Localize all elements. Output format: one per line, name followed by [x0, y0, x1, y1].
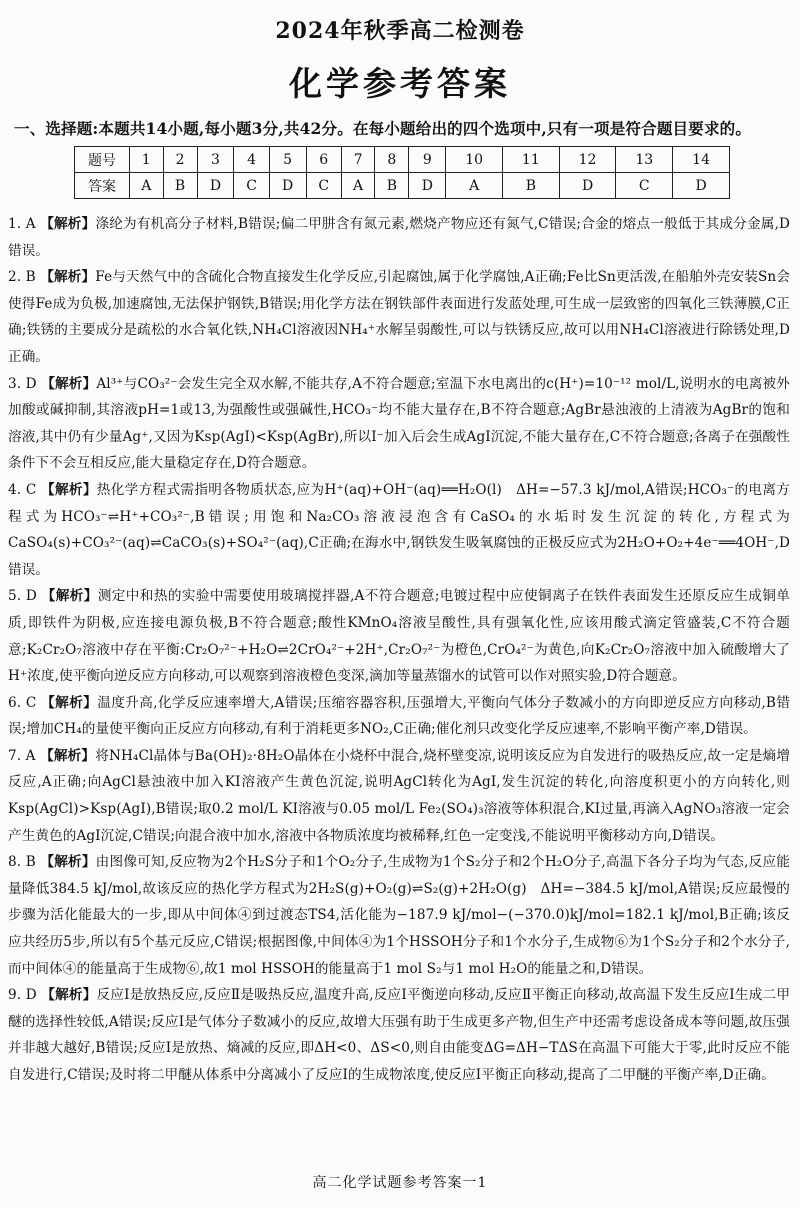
question-number-row [75, 147, 730, 173]
item-answer: 9. D [8, 987, 37, 1004]
explanation-item-7 [8, 743, 790, 849]
exam-title: 2024年秋季高二检测卷 [275, 18, 525, 44]
item-text: Fe与天然气中的含硫化合物直接发生化学反应,引起腐蚀,属于化学腐蚀,A正确;Fe比Sn更活泼,在船舶外壳安装Sn会使得Fe成为负极,加速腐蚀,无法保护钢铁,B错误;用化学方法在钢铁部件表面进行发蓝处理,可生成一层致密的四氧化三铁薄膜,C正确;铁锈的主要成分是疏松的水合氧化铁,NH₄Cl溶液因NH₄⁺水解呈弱酸性,可以与铁锈反应,故可以用NH₄Cl溶液进行除锈处理,D正确。 [8, 269, 791, 365]
item-answer: 5. D [8, 588, 37, 605]
item-text: 热化学方程式需指明各物质状态,应为H⁺(aq)+OH⁻(aq)══H₂O(l) ΔH=−57.3 kJ/mol,A错误;HCO₃⁻的电离方程式为HCO₃⁻⇌H⁺+CO₃²⁻,B错误;用饱和Na₂CO₃溶液浸泡含有CaSO₄的水垢时发生沉淀的转化,方程式为CaSO₄(s)+CO₃²⁻(aq)⇌CaCO₃(s)+SO₄²⁻(aq),C正确;在海水中,钢铁发生吸氧腐蚀的正极反应式为2H₂O+O₂+4e⁻══4OH⁻,D错误。 [8, 481, 790, 578]
question-number: 13 [616, 147, 673, 173]
analysis-tag: 【解析】 [40, 216, 96, 232]
analysis-tag: 【解析】 [40, 269, 96, 286]
answer-cell: B [163, 173, 197, 199]
explanation-item-1 [8, 211, 790, 264]
analysis-tag: 【解析】 [41, 987, 97, 1004]
page-footer: 高二化学试题参考答案一1 [312, 1175, 488, 1191]
question-number: 12 [559, 147, 616, 173]
analysis-tag: 【解析】 [41, 588, 98, 605]
question-number: 14 [673, 147, 730, 173]
answer-cell: D [559, 173, 616, 199]
answer-cell: B [502, 173, 559, 199]
item-answer: 4. C [8, 481, 37, 498]
answer-cell: B [375, 173, 409, 199]
page-title: 化学参考答案 [289, 64, 511, 103]
answer-row [75, 173, 730, 199]
item-text: 将NH₄Cl晶体与Ba(OH)₂·8H₂O晶体在小烧杯中混合,烧杯壁变凉,说明该反应为自发进行的吸热反应,故一定是熵增反应,A正确;向AgCl悬浊液中加入KI溶液产生黄色沉淀,说明AgCl转化为AgI,发生沉淀的转化,向溶度积更小的方向转化,则Ksp(AgCl)>Ksp(AgI),B错误;取0.2 mol/L KI溶液与0.05 mol/L Fe₂(SO₄)₃溶液等体积混合,KI过量,再滴入AgNO₃溶液一定会产生黄色的AgI沉淀,C错误;向混合液中加水,溶液中各物质浓度均被稀释,红色一定变浅,不能说明平衡移动方向,D错误。 [8, 747, 791, 844]
question-number: 11 [502, 147, 559, 173]
answer-cell: D [269, 173, 306, 199]
item-text: 由图像可知,反应物为2个H₂S分子和1个O₂分子,生成物为1个S₂分子和2个H₂O分子,高温下各分子均为气态,反应能量降低384.5 kJ/mol,故该反应的热化学方程式为2H₂S(g)+O₂(g)⇌S₂(g)+2H₂O(g) ΔH=−384.5 kJ/mol,A错误;反应最慢的步骤为活化能最大的一步,即从中间体④到过渡态TS4,活化能为−187.9 kJ/mol−(−370.0)kJ/mol=182.1 kJ/mol,B正确;该反应共经历5步,所以有5个基元反应,C错误;根据图像,中间体④为1个HSSOH分子和1个水分子,生成物⑥为1个S₂分子和2个水分子,而中间体④的能量高于生成物⑥,故1 mol HSSOH的能量高于1 mol S₂与1 mol H₂O的能量之和,D错误。 [8, 854, 791, 977]
item-text: 涤纶为有机高分子材料,B错误;偏二甲肼含有氮元素,燃烧产物应还有氮气,C错误;合金的熔点一般低于其成分金属,D错误。 [8, 216, 791, 259]
question-number: 3 [197, 147, 234, 173]
explanation-item-3 [8, 371, 790, 477]
item-text: 温度升高,化学反应速率增大,A错误;压缩容器容积,压强增大,平衡向气体分子数减小的方向即逆反应方向移动,B错误;增加CH₄的量使平衡向正反应方向移动,有利于消耗更多NO₂,C正确;催化剂只改变化学反应速率,不影响平衡产率,D错误。 [8, 694, 791, 738]
explanation-item-2 [8, 264, 790, 370]
item-answer: 7. A [8, 747, 36, 764]
row-label-answer: 答案 [75, 173, 130, 199]
section-heading: 一、选择题:本题共14小题,每小题3分,共42分。在每小题给出的四个选项中,只有一项是符合题目要求的。 [14, 119, 752, 138]
item-text: 测定中和热的实验中需要使用玻璃搅拌器,A不符合题意;电镀过程中应使铜离子在铁件表面发生还原反应生成铜单质,即铁件为阴极,应连接电源负极,B不符合题意;酸性KMnO₄溶液呈酸性,具有强氧化性,应该用酸式滴定管盛装,C不符合题意;K₂Cr₂O₇溶液中存在平衡:Cr₂O₇²⁻+H₂O⇌2CrO₄²⁻+2H⁺,Cr₂O₇²⁻为橙色,CrO₄²⁻为黄色,向K₂Cr₂O₇溶液中加入硫酸增大了H⁺浓度,使平衡向逆反应方向移动,可以观察到溶液橙色变深,滴加等量蒸馏水的试管可以作对照实验,D符合题意。 [8, 588, 790, 685]
answer-cell: C [616, 173, 673, 199]
question-number: 2 [163, 147, 197, 173]
analysis-tag: 【解析】 [41, 481, 97, 498]
answer-cell: C [234, 173, 269, 199]
item-text: Al³⁺与CO₃²⁻会发生完全双水解,不能共存,A不符合题意;室温下水电离出的c(H⁺)=10⁻¹² mol/L,说明水的电离被外加酸或碱抑制,其溶液pH=1或13,为强酸性或强碱性,HCO₃⁻均不能大量存在,B不符合题意;AgBr悬浊液的上清液为AgBr的饱和溶液,其中仍有少量Ag⁺,又因为Ksp(AgI)<Ksp(AgBr),所以I⁻加入后会生成AgI沉淀,不能大量存在,C不符合题意;各离子在强酸性条件下不会互相反应,能大量稳定存在,D符合题意。 [8, 375, 790, 472]
analysis-tag: 【解析】 [41, 694, 98, 711]
explanation-item-8 [8, 849, 790, 982]
analysis-tag: 【解析】 [41, 375, 97, 392]
item-answer: 3. D [8, 375, 37, 392]
explanation-item-4 [8, 477, 790, 583]
row-label-number: 题号 [75, 147, 130, 173]
item-answer: 8. B [8, 854, 36, 871]
explanation-item-5 [8, 583, 790, 689]
analysis-tag: 【解析】 [40, 747, 96, 764]
question-number: 7 [341, 147, 375, 173]
item-answer: 6. C [8, 694, 37, 711]
item-answer: 1. A [8, 216, 36, 232]
item-answer: 2. B [8, 269, 36, 286]
question-number: 1 [130, 147, 164, 173]
answer-cell: A [130, 173, 164, 199]
answer-table [74, 146, 730, 199]
question-number: 9 [409, 147, 446, 173]
analysis-tag: 【解析】 [40, 854, 96, 871]
explanation-item-6 [8, 690, 790, 743]
question-number: 4 [234, 147, 269, 173]
question-number: 8 [375, 147, 409, 173]
answer-cell: D [409, 173, 446, 199]
answer-cell: A [446, 173, 503, 199]
item-text: 反应Ⅰ是放热反应,反应Ⅱ是吸热反应,温度升高,反应Ⅰ平衡逆向移动,反应Ⅱ平衡正向移动,故高温下发生反应Ⅰ生成二甲醚的选择性较低,A错误;反应Ⅰ是气体分子数减小的反应,故增大压强有助于生成更多产物,但生产中还需考虑设备成本等问题,故压强并非越大越好,B错误;反应Ⅰ是放热、熵减的反应,即ΔH<0、ΔS<0,则自由能变ΔG=ΔH−TΔS在高温下可能大于零,此时反应不能自发进行,C错误;及时将二甲醚从体系中分离减小了反应Ⅰ的生成物浓度,使反应Ⅰ平衡正向移动,提高了二甲醚的平衡产率,D正确。 [8, 987, 791, 1083]
question-number: 5 [269, 147, 306, 173]
explanation-item-9 [8, 982, 790, 1088]
question-number: 10 [446, 147, 503, 173]
answer-cell: C [306, 173, 341, 199]
question-number: 6 [306, 147, 341, 173]
answer-cell: D [673, 173, 730, 199]
answer-cell: A [341, 173, 375, 199]
answer-cell: D [197, 173, 234, 199]
explanation-list [8, 211, 790, 1089]
